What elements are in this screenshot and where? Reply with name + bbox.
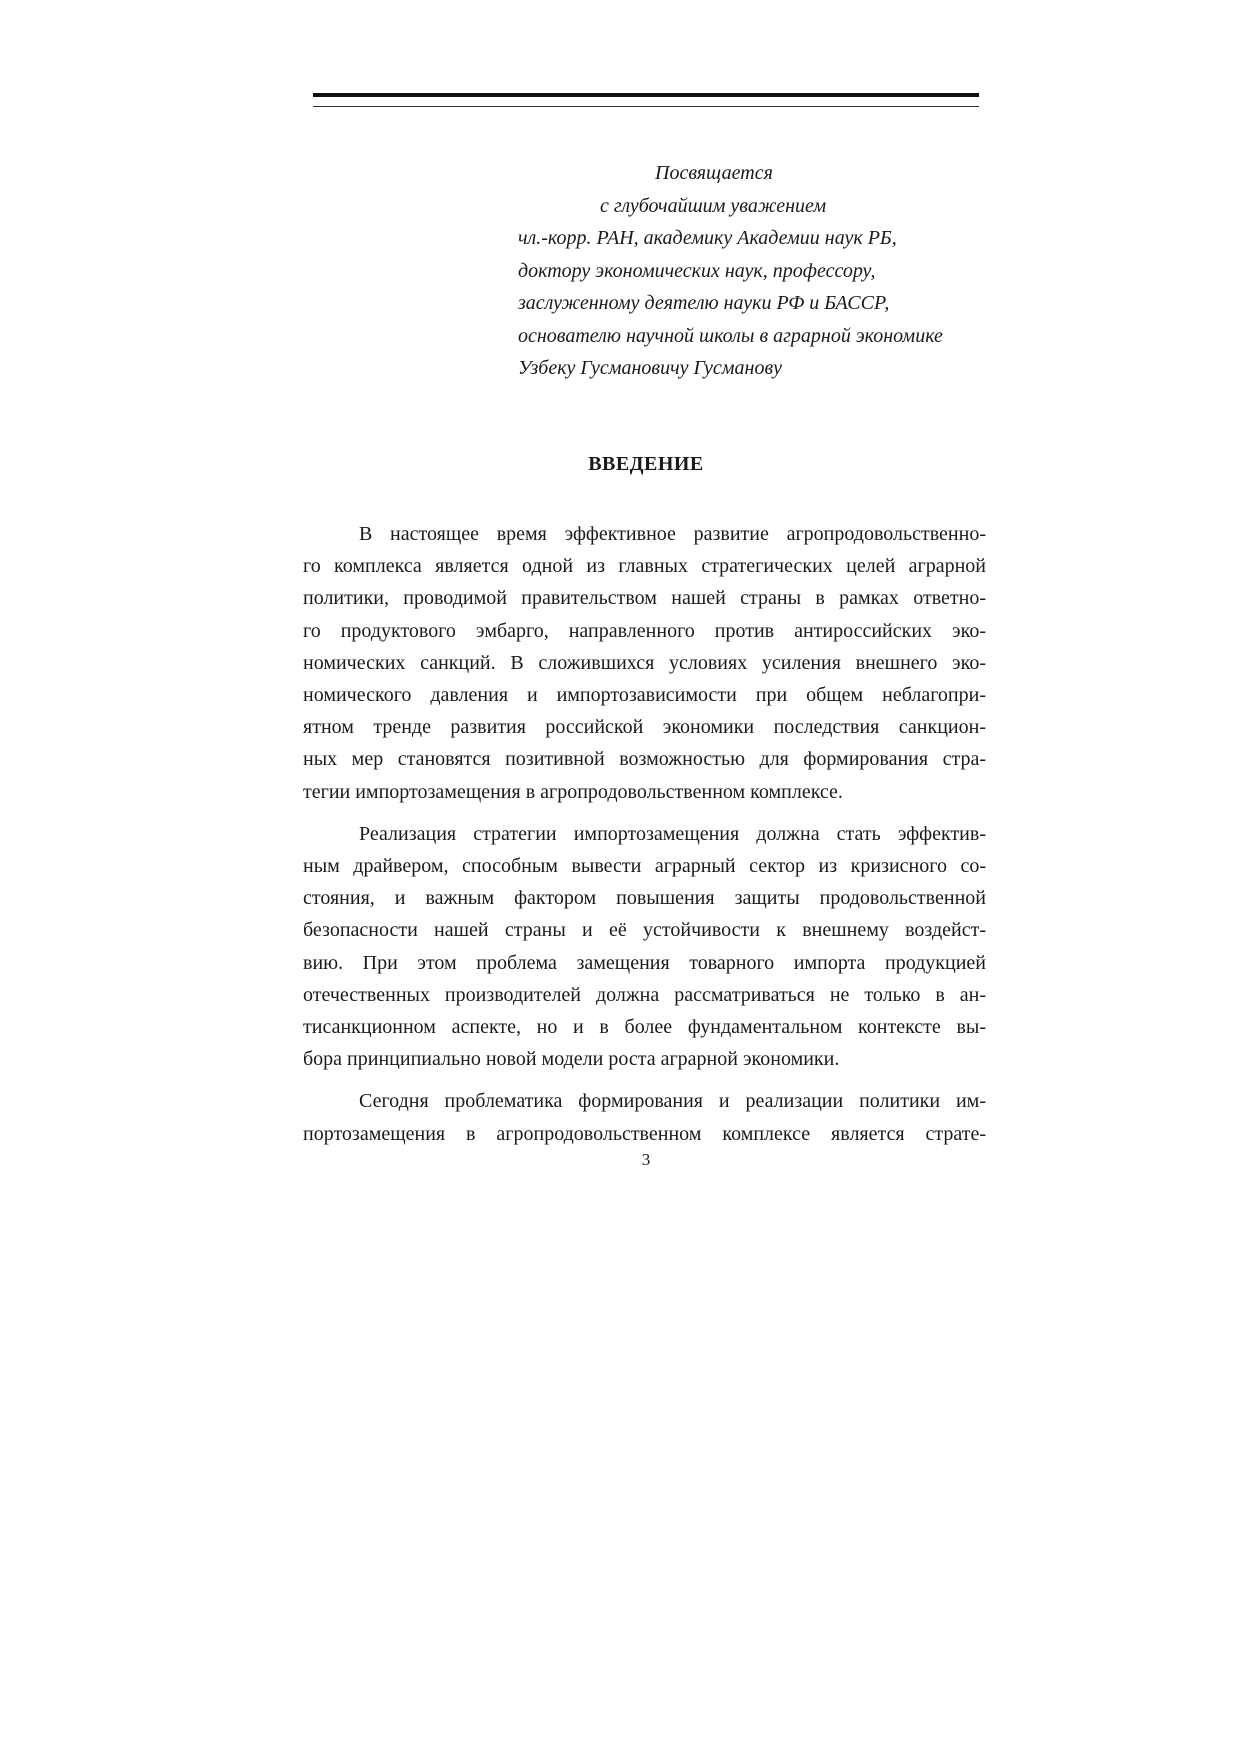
dedication-line: доктору экономических наук, профессору, bbox=[518, 259, 876, 282]
text-line: го продуктового эмбарго, направленного против антироссийских эко- bbox=[303, 619, 986, 642]
text-line: бора принципиально новой модели роста аграрной экономики. bbox=[303, 1048, 840, 1071]
text-line: тегии импортозамещения в агропродовольственном комплексе. bbox=[303, 780, 843, 803]
text-line: ятном тренде развития российской экономики последствия санкцион- bbox=[303, 716, 986, 739]
section-title: ВВЕДЕНИЕ bbox=[588, 453, 704, 475]
dedication-line: Узбеку Гусмановичу Гусманову bbox=[518, 357, 783, 379]
dedication-line: чл.-корр. РАН, академику Академии наук РБ, bbox=[518, 227, 897, 249]
header-rule-thin bbox=[313, 106, 979, 107]
text-line: портозамещения в агропродовольственном комплексе является страте- bbox=[303, 1122, 986, 1145]
text-line: тисанкционном аспекте, но и в более фундаментальном контексте вы- bbox=[303, 1016, 986, 1039]
text-line: Сегодня проблематика формирования и реализации политики им- bbox=[359, 1090, 986, 1113]
header-rule-thick bbox=[313, 93, 979, 97]
page-number: 3 bbox=[641, 1150, 651, 1169]
text-line: безопасности нашей страны и её устойчивости к внешнему воздейст- bbox=[303, 919, 986, 942]
text-line: отечественных производителей должна рассматриваться не только в ан- bbox=[303, 983, 986, 1006]
text-line: номических санкций. В сложившихся условиях усиления внешнего эко- bbox=[303, 651, 986, 674]
paragraph bbox=[303, 818, 986, 1076]
text-line: В настоящее время эффективное развитие агропродовольственно- bbox=[359, 523, 986, 545]
dedication-line: Посвящается bbox=[655, 162, 773, 184]
text-line: ным драйвером, способным вывести аграрный сектор из кризисного со- bbox=[303, 855, 986, 878]
dedication-line: с глубочайшим уважением bbox=[600, 194, 827, 217]
dedication-line: заслуженному деятелю науки РФ и БАССР, bbox=[518, 292, 890, 314]
text-line: го комплекса является одной из главных стратегических целей аграрной bbox=[303, 555, 986, 578]
text-line: политики, проводимой правительством нашей страны в рамках ответно- bbox=[303, 587, 986, 610]
text-line: стояния, и важным фактором повышения защиты продовольственной bbox=[303, 887, 986, 910]
text-line: ных мер становятся позитивной возможностью для формирования стра- bbox=[303, 748, 986, 771]
dedication-line: основателю научной школы в аграрной экономике bbox=[518, 324, 943, 347]
paragraph bbox=[303, 518, 986, 808]
text-line: вию. При этом проблема замещения товарного импорта продукцией bbox=[303, 951, 986, 974]
dedication-block bbox=[400, 157, 990, 385]
body-text bbox=[303, 518, 986, 1160]
text-line: номического давления и импортозависимости при общем неблагопри- bbox=[303, 684, 986, 707]
text-line: Реализация стратегии импортозамещения должна стать эффектив- bbox=[359, 822, 986, 845]
paragraph bbox=[303, 1085, 986, 1149]
